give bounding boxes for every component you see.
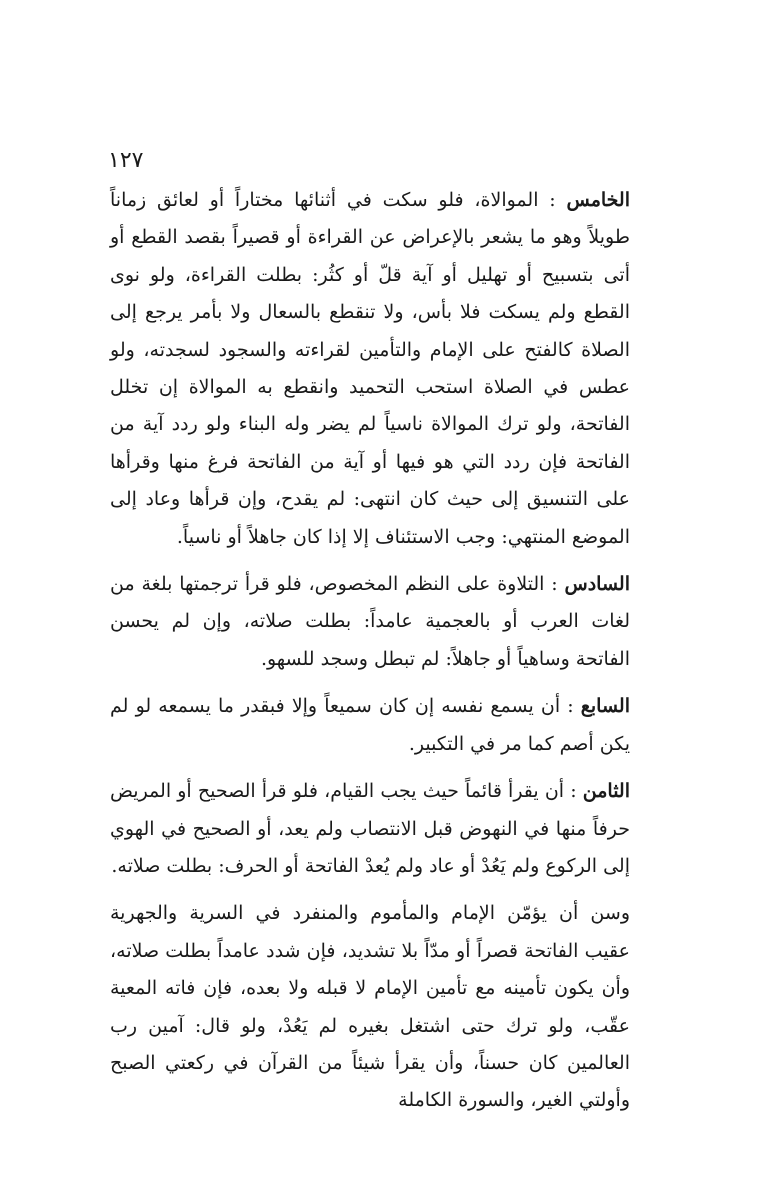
page-body: [110, 140, 630, 1130]
paragraph-fifth: [110, 182, 630, 556]
paragraph-text: : التلاوة على النظم المخصوص، فلو قرأ ترجمتها بلغة من لغات العرب أو بالعجمية عامداً: بطلت صلاته، وإن لم يحسن الفاتحة وساهياً أو جاهلاً: لم تبطل وسجد للسهو.: [110, 573, 630, 670]
paragraph-heading: الخامس: [566, 189, 630, 211]
page-number: ١٢٧: [108, 148, 144, 173]
paragraph-amen: [110, 895, 630, 1119]
paragraph-heading: السادس: [564, 573, 630, 596]
paragraph-sixth: [110, 566, 630, 678]
paragraph-seventh: [110, 688, 630, 763]
paragraph-text: : أن يسمع نفسه إن كان سميعاً وإلا فبقدر ما يسمعه لو لم يكن أصم كما مر في التكبير.: [110, 695, 630, 755]
paragraph-text: وسن أن يؤمّن الإمام والمأموم والمنفرد في السرية والجهرية عقيب الفاتحة قصراً أو مدّاً بلا تشديد، فإن شدد عامداً بطلت صلاته، وأن يكون تأمينه مع تأمين الإمام لا قبله ولا بعده، فإن فاته المعية عقّب، ولو ترك حتى اشتغل بغيره لم يَعُدْ، ولو قال: آمين رب العالمين كان حسناً، وأن يقرأ شيئاً من القرآن في ركعتي الصبح وأولتي الغير، والسورة الكاملة: [110, 902, 630, 1112]
paragraph-heading: السابع: [580, 695, 630, 718]
paragraph-text: : أن يقرأ قائماً حيث يجب القيام، فلو قرأ الصحيح أو المريض حرفاً منها في النهوض قبل الانتصاب ولم يعد، أو الصحيح في الهوي إلى الركوع ولم يَعُدْ أو عاد ولم يُعدْ الفاتحة أو الحرف: بطلت صلاته.: [110, 780, 630, 877]
paragraph-eighth: [110, 773, 630, 885]
paragraph-text: : الموالاة، فلو سكت في أثنائها مختاراً أو لعائق زماناً طويلاً وهو ما يشعر بالإعراض عن القراءة أو قصيراً بقصد القطع أو أتى بتسبيح أو تهليل أو آية قلّ أو كثُر: بطلت القراءة، ولو نوى القطع ولم يسكت فلا بأس، ولا تنقطع بالسعال ولا بأمر يرجع إلى الصلاة كالفتح على الإمام والتأمين لقراءته والسجود لسجدته، ولو عطس في الصلاة استحب التحميد وانقطع به الموالاة إن تخلل الفاتحة، ولو ترك الموالاة ناسياً لم يضر وله البناء ولو ردد آية من الفاتحة فإن ردد التي هو فيها أو آية من الفاتحة فرغ منها وقرأها على التنسيق إلى حيث كان انتهى: لم يقدح، وإن قرأها وعاد إلى الموضع المنتهي: وجب الاستئناف إلا إذا كان جاهلاً أو ناسياً.: [110, 189, 630, 548]
paragraph-heading: الثامن: [582, 780, 630, 803]
